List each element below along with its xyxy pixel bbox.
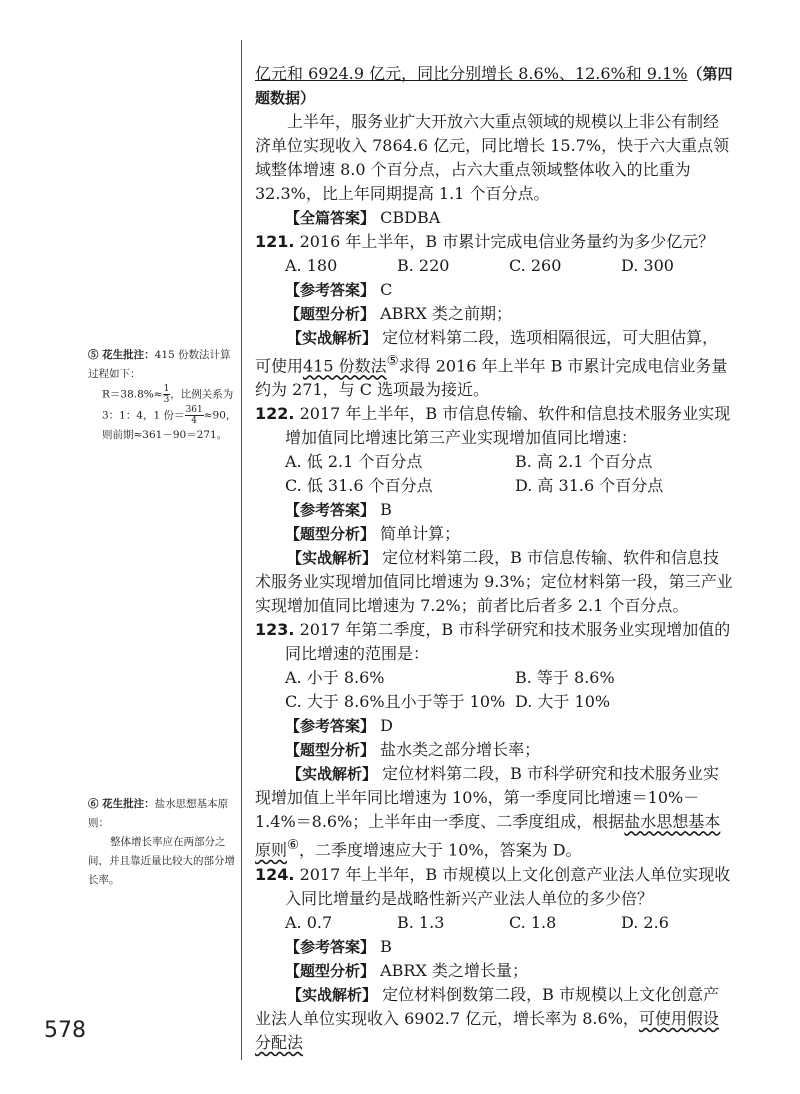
option-d: D. 300: [621, 256, 674, 275]
answer-value: C: [380, 280, 393, 299]
side-note-body: 整体增长率应在两部分之间，并且靠近量比较大的部分增长率。: [88, 836, 235, 886]
analysis-text: 定位材料第二段，B 市信息传输、软件和信息技术服务业实现增加值同比增速为 9.3%；定位材料第一段，第三产业实现增加值同比增速为 7.2%；前者比后者多 2.1 个百分点。: [255, 548, 733, 616]
analysis-122: [255, 546, 733, 618]
options-124: [255, 911, 733, 935]
question-124: [255, 863, 733, 911]
question-number: 123.: [255, 620, 295, 640]
question-stem: 2017 年上半年，B 市信息传输、软件和信息技术服务业实现增加值同比增速比第三产业实现增加值同比增速：: [285, 404, 731, 448]
formula-text: ≈90，则前期≈361－90＝271。: [102, 409, 237, 441]
answer-row-121: [255, 278, 733, 302]
option-c: C. 大于 8.6%且小于等于 10%: [285, 692, 506, 712]
analysis-highlight: 415 份数法: [303, 356, 387, 376]
type-value: 盐水类之部分增长率；: [380, 740, 541, 760]
question-number: 122.: [255, 404, 295, 424]
answer-label: 【参考答案】: [285, 501, 376, 520]
option-a: A. 低 2.1 个百分点: [285, 452, 423, 472]
option-a: A. 180: [285, 256, 338, 275]
side-note-label: ⑤ 花生批注：: [88, 349, 155, 361]
option-c: C. 1.8: [509, 912, 557, 932]
type-value: 简单计算；: [380, 524, 461, 544]
fraction-denominator: 3: [163, 395, 170, 405]
intro-paragraph: 上半年，服务业扩大开放六大重点领域的规模以上非公有制经济单位实现收入 7864.6 亿元，同比增长 15.7%，快于六大重点领域整体增速 8.0 个百分点，占六大重点领域整体收入的比重为 32.3%，比上年同期提高 1.1 个百分点。: [255, 112, 730, 203]
analysis-text: 求得 2016 年上半年 B 市累计完成电信业务量约为 271，与 C 选项最为接近。: [255, 356, 728, 400]
answer-label: 【参考答案】: [285, 937, 376, 956]
type-row-124: [255, 959, 733, 983]
main-column: [255, 62, 733, 1055]
option-d: D. 高 31.6 个百分点: [515, 476, 664, 496]
option-b: B. 220: [397, 256, 450, 275]
full-answer-value: CBDBA: [380, 208, 441, 227]
analysis-label: 【实战解析】: [287, 765, 378, 784]
answer-label: 【参考答案】: [285, 717, 376, 736]
type-row-121: [255, 302, 733, 326]
answer-label: 【参考答案】: [285, 281, 376, 299]
formula-text: ，比例关系为 3：1：4，1 份＝: [102, 388, 234, 422]
option-b: B. 1.3: [397, 912, 445, 932]
analysis-121: [255, 326, 733, 402]
fraction-numerator: 361: [185, 405, 203, 415]
analysis-highlight: 盐水思想基本原则: [255, 812, 721, 860]
footnote-marker: ⑤: [386, 354, 399, 369]
options-122: [255, 450, 733, 498]
full-answer-row: [255, 206, 733, 230]
analysis-text: 定位材料第二段，选项相隔很远，可大胆估算，可使用: [255, 328, 719, 376]
answer-value: B: [380, 936, 392, 956]
option-c: C. 260: [509, 256, 562, 275]
intro-tag: （第四题数据）: [255, 65, 733, 107]
option-c: C. 低 31.6 个百分点: [285, 476, 433, 496]
analysis-124: [255, 983, 733, 1055]
intro-line-1: [255, 62, 733, 110]
option-d: D. 2.6: [621, 912, 669, 932]
analysis-label: 【实战解析】: [287, 549, 378, 568]
question-122: [255, 402, 733, 450]
analysis-label: 【实战解析】: [287, 985, 378, 1004]
type-row-123: [255, 738, 733, 762]
fraction-361-over-4: [185, 405, 204, 426]
type-label: 【题型分析】: [285, 961, 376, 980]
analysis-text: ，二季度增速应大于 10%，答案为 D。: [298, 840, 582, 860]
fraction-numerator: 1: [163, 384, 170, 394]
option-a: A. 小于 8.6%: [285, 668, 385, 688]
side-note-5: [88, 346, 238, 445]
side-note-label: ⑥ 花生批注：: [88, 798, 155, 810]
answer-row-124: [255, 935, 733, 959]
options-123: [255, 666, 733, 714]
option-d: D. 大于 10%: [515, 692, 611, 712]
answer-row-122: [255, 498, 733, 522]
options-121: [255, 254, 733, 278]
type-label: 【题型分析】: [285, 525, 376, 544]
type-label: 【题型分析】: [285, 305, 376, 323]
full-answer-label: 【全篇答案】: [285, 209, 376, 227]
analysis-text: 定位材料倒数第二段，B 市规模以上文化创意产业法人单位实现收入 6902.7 亿元，增长率为 8.6%，: [255, 984, 719, 1028]
option-b: B. 高 2.1 个百分点: [515, 452, 653, 472]
intro-underlined-text: 亿元和 6924.9 亿元，同比分别增长 8.6%、12.6%和 9.1%: [255, 64, 688, 83]
side-note-text: 盐水思想基本原则：: [88, 798, 229, 829]
question-121: [255, 230, 733, 254]
analysis-123: [255, 762, 733, 862]
question-123: [255, 618, 733, 666]
type-row-122: [255, 522, 733, 546]
margin-divider: [241, 40, 242, 1060]
type-label: 【题型分析】: [285, 741, 376, 760]
answer-row-123: [255, 714, 733, 738]
type-value: ABRX 类之增长量；: [380, 960, 528, 980]
question-number: 124.: [255, 864, 295, 884]
side-note-6: [88, 795, 238, 890]
option-a: A. 0.7: [285, 912, 333, 932]
analysis-text: 定位材料第二段，B 市科学研究和技术服务业实现增加值上半年同比增速为 10%，第一季度同比增速＝10%－1.4%＝8.6%；上半年由一季度、二季度组成，根据: [255, 764, 719, 832]
footnote-marker: ⑥: [287, 838, 299, 854]
question-stem: 2017 年上半年，B 市规模以上文化创意产业法人单位实现收入同比增量约是战略性新兴产业法人单位的多少倍？: [285, 864, 731, 908]
type-value: ABRX 类之前期；: [380, 304, 512, 323]
question-number: 121.: [255, 232, 295, 251]
answer-value: B: [380, 500, 392, 520]
analysis-highlight: 可使用假设分配法: [255, 1008, 719, 1052]
formula-text: R＝38.8%≈: [102, 388, 163, 401]
question-stem: 2017 年第二季度，B 市科学研究和技术服务业实现增加值的同比增速的范围是：: [285, 620, 731, 664]
page-number: 578: [44, 1018, 86, 1043]
question-stem: 2016 年上半年，B 市累计完成电信业务量约为多少亿元？: [299, 232, 715, 251]
side-note-formula: [88, 384, 238, 445]
answer-value: D: [380, 716, 393, 736]
fraction-denominator: 4: [191, 416, 198, 426]
option-b: B. 等于 8.6%: [515, 668, 615, 688]
side-note-text: 415 份数法计算过程如下：: [88, 349, 231, 380]
analysis-label: 【实战解析】: [287, 329, 378, 347]
